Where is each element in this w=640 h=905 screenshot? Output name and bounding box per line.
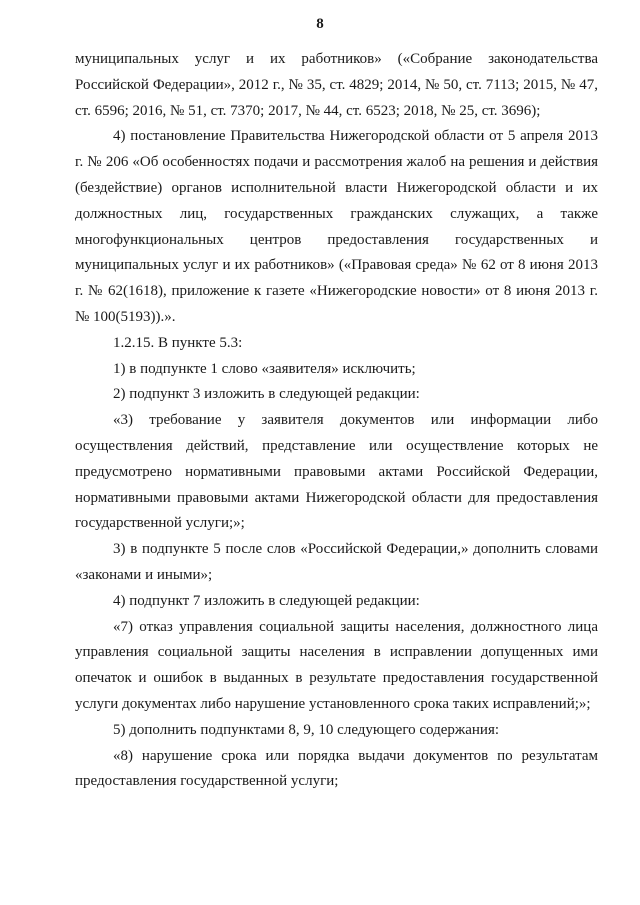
paragraph-subitem-4: 4) подпункт 7 изложить в следующей редакции: <box>113 592 420 609</box>
paragraph-item-4-resolution: 4) постановление Правительства Нижегородской области от 5 апреля 2013 г. № 206 «Об особенностях подачи и рассмотрения жалоб на решения и действия (бездействие) органов исполнительной власти Нижегородской области и их должностных лиц, государственных гражданских служащих, а также многофункциональных центров предоставления государственных и муниципальных услуг и их работников» («Правовая среда» № 62 от 8 июня 2013 г. № 62(1618), приложение к газете «Нижегородские новости» от 8 июня 2013 г. № 100(5193)).». <box>75 128 598 325</box>
paragraph-subitem-5: 5) дополнить подпунктами 8, 9, 10 следующего содержания: <box>113 721 500 738</box>
paragraph-subitem-3: 3) в подпункте 5 после слов «Российской Федерации,» дополнить словами «законами и иными»; <box>75 541 598 583</box>
paragraph-1-2-15: 1.2.15. В пункте 5.3: <box>113 334 243 351</box>
paragraph-quote-7: «7) отказ управления социальной защиты населения, должностного лица управления социальной защиты населения в исправлении допущенных ими опечаток и ошибок в выданных в результате предоставления государственной услуги документах либо нарушение установленного срока таких исправлений;»; <box>75 618 598 712</box>
paragraph-subitem-1: 1) в подпункте 1 слово «заявителя» исключить; <box>113 360 416 377</box>
paragraph-quote-8: «8) нарушение срока или порядка выдачи документов по результатам предоставления государственной услуги; <box>75 747 598 790</box>
paragraph-subitem-2: 2) подпункт 3 изложить в следующей редакции: <box>113 386 420 403</box>
document-body <box>75 47 598 795</box>
page-number: 8 <box>316 16 324 32</box>
paragraph-quote-3: «3) требование у заявителя документов или информации либо осуществления действий, представление или осуществление которых не предусмотрено нормативными правовыми актами Российской Федерации, нормативными правовыми актами Нижегородской области для предоставления государственной услуги;»; <box>75 412 598 532</box>
paragraph-continuation: муниципальных услуг и их работников» («Собрание законодательства Российской Федерации», 2012 г., № 35, ст. 4829; 2014, № 50, ст. 7113; 2015, № 47, ст. 6596; 2016, № 51, ст. 7370; 2017, № 44, ст. 6523; 2018, № 25, ст. 3696); <box>75 51 598 119</box>
